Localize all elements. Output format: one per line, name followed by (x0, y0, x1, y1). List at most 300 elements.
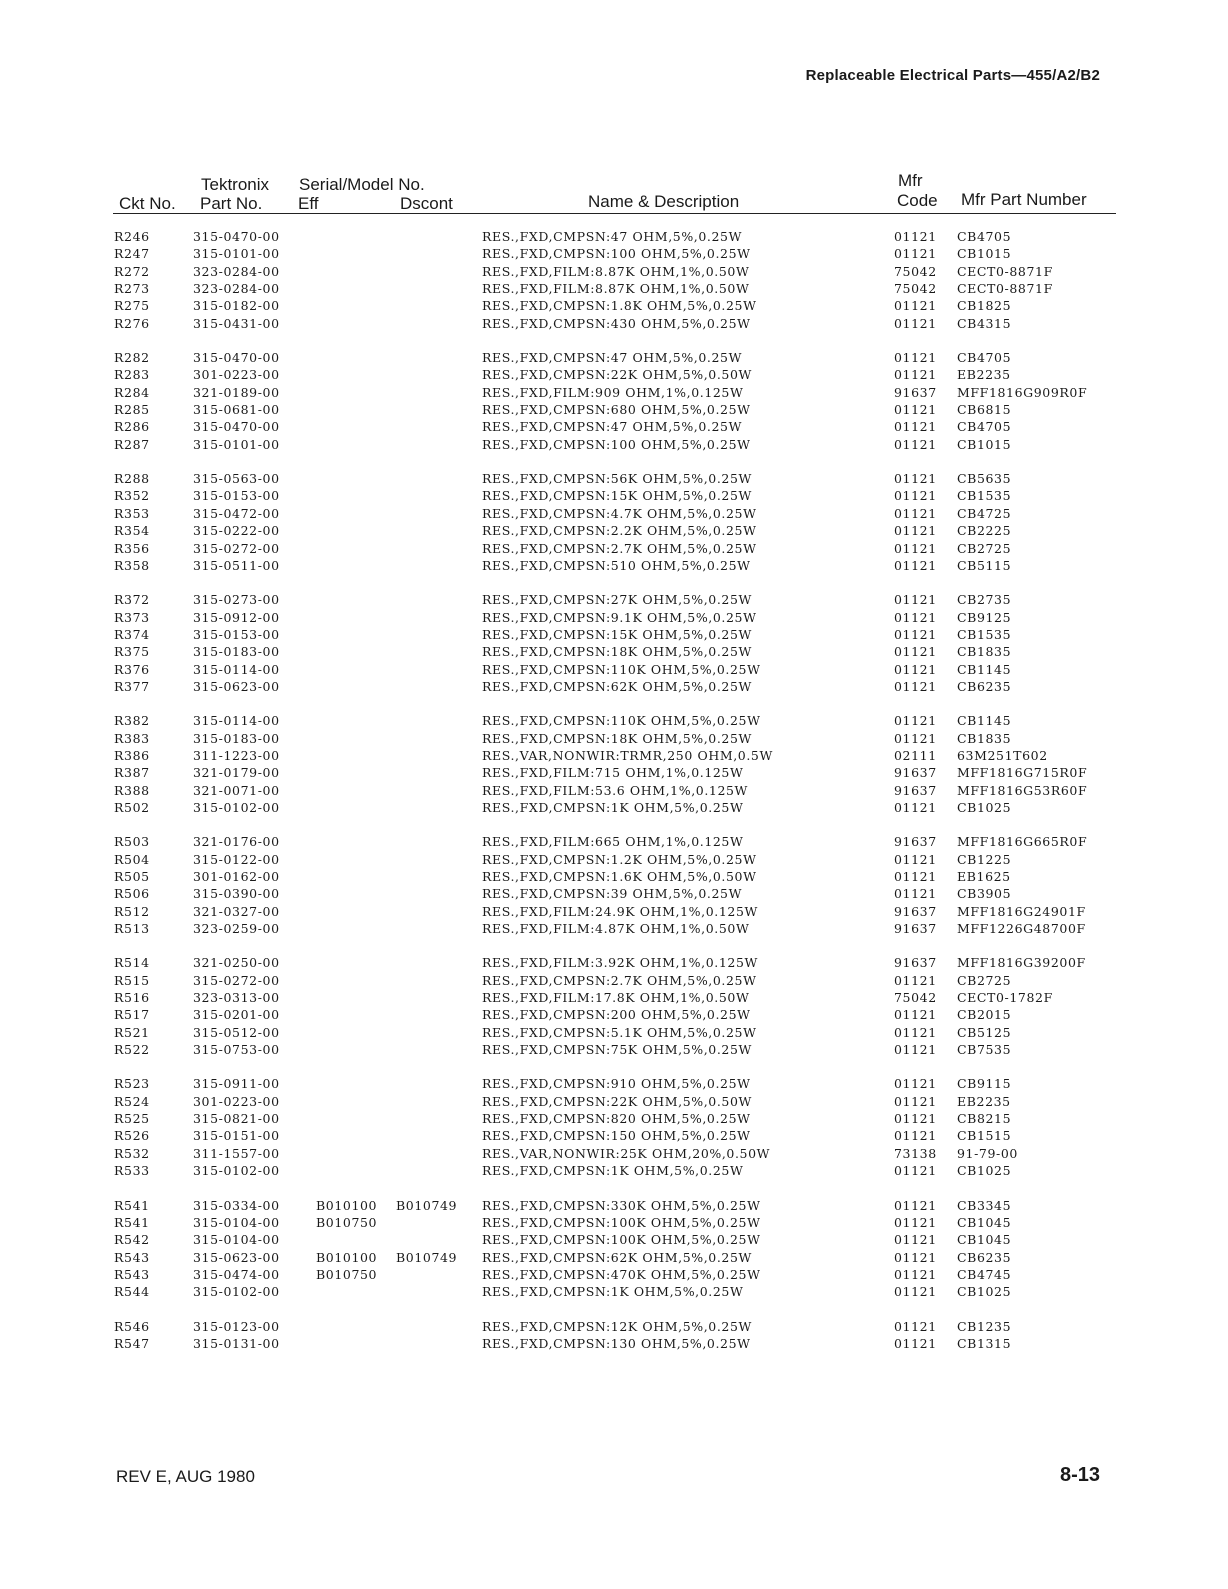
description: RES.,FXD,CMPSN:62K OHM,5%,0.25W (482, 1249, 752, 1265)
part-no: 315-0470-00 (193, 419, 280, 435)
mfr-code: 01121 (894, 1093, 937, 1109)
mfr-part-number: EB2235 (957, 1093, 1011, 1109)
ckt-no: R523 (114, 1076, 150, 1092)
table-row (0, 263, 1228, 280)
ckt-no: R541 (114, 1214, 150, 1230)
ckt-no: R515 (114, 972, 150, 988)
row-group (0, 228, 1228, 332)
description: RES.,FXD,CMPSN:39 OHM,5%,0.25W (482, 886, 743, 902)
mfr-code: 75042 (894, 281, 937, 297)
ckt-no: R525 (114, 1111, 150, 1127)
ckt-no: R377 (114, 678, 150, 694)
mfr-part-number: CB6235 (957, 678, 1012, 694)
ckt-no: R533 (114, 1163, 150, 1179)
description: RES.,FXD,CMPSN:56K OHM,5%,0.25W (482, 471, 752, 487)
ckt-no: R358 (114, 557, 150, 573)
table-row (0, 764, 1228, 781)
table-row (0, 885, 1228, 902)
row-group (0, 591, 1228, 695)
table-row (0, 868, 1228, 885)
description: RES.,FXD,CMPSN:910 OHM,5%,0.25W (482, 1076, 751, 1092)
ckt-no: R282 (114, 350, 150, 366)
description: RES.,FXD,CMPSN:47 OHM,5%,0.25W (482, 229, 743, 244)
mfr-part-number: EB2235 (957, 367, 1011, 383)
row-group (0, 833, 1228, 937)
part-no: 315-0102-00 (193, 799, 280, 815)
part-no: 315-0153-00 (193, 488, 280, 504)
table-row (0, 522, 1228, 539)
part-no: 323-0284-00 (193, 263, 280, 279)
part-no: 315-0334-00 (193, 1197, 280, 1213)
part-no: 315-0182-00 (193, 298, 280, 314)
table-row (0, 1266, 1228, 1283)
mfr-part-number: CECT0-8871F (957, 263, 1053, 279)
mfr-part-number: CB6815 (957, 402, 1012, 418)
table-row (0, 643, 1228, 660)
mfr-code: 01121 (894, 799, 937, 815)
part-no: 321-0176-00 (193, 834, 280, 850)
mfr-code: 01121 (894, 298, 937, 314)
ckt-no: R517 (114, 1007, 150, 1023)
part-no: 315-0272-00 (193, 972, 280, 988)
ckt-no: R286 (114, 419, 150, 435)
mfr-part-number: CB1045 (957, 1232, 1012, 1248)
mfr-part-number: CB5115 (957, 557, 1012, 573)
mfr-part-number: CECT0-8871F (957, 281, 1053, 297)
header-name-description: Name & Description (588, 192, 740, 211)
ckt-no: R288 (114, 471, 150, 487)
running-head: Replaceable Electrical Parts—455/A2/B2 (805, 67, 1100, 84)
ckt-no: R372 (114, 592, 150, 608)
description: RES.,FXD,CMPSN:9.1K OHM,5%,0.25W (482, 609, 757, 625)
table-row (0, 730, 1228, 747)
ckt-no: R353 (114, 505, 150, 521)
description: RES.,FXD,CMPSN:5.1K OHM,5%,0.25W (482, 1024, 757, 1040)
mfr-code: 91637 (894, 834, 937, 850)
table-row (0, 678, 1228, 695)
mfr-part-number: CB3345 (957, 1197, 1012, 1213)
mfr-code: 01121 (894, 730, 937, 746)
table-row (0, 1197, 1228, 1214)
mfr-code: 91637 (894, 384, 937, 400)
description: RES.,FXD,FILM:715 OHM,1%,0.125W (482, 765, 744, 781)
table-row (0, 1162, 1228, 1179)
part-no: 315-0151-00 (193, 1128, 280, 1144)
description: RES.,VAR,NONWIR:TRMR,250 OHM,0.5W (482, 747, 773, 763)
part-no: 315-0183-00 (193, 730, 280, 746)
row-group (0, 1318, 1228, 1353)
ckt-no: R247 (114, 246, 150, 262)
ckt-no: R376 (114, 661, 150, 677)
mfr-code: 01121 (894, 713, 937, 729)
mfr-code: 01121 (894, 488, 937, 504)
mfr-part-number: MFF1816G39200F (957, 955, 1086, 971)
mfr-part-number: CB1025 (957, 1163, 1012, 1179)
row-group (0, 349, 1228, 453)
table-row (0, 1041, 1228, 1058)
ckt-no: R388 (114, 782, 150, 798)
ckt-no: R544 (114, 1284, 150, 1300)
ckt-no: R276 (114, 315, 150, 331)
table-row (0, 954, 1228, 971)
mfr-part-number: MFF1816G24901F (957, 903, 1086, 919)
mfr-part-number: CB2225 (957, 523, 1012, 539)
table-row (0, 1127, 1228, 1144)
table-row (0, 903, 1228, 920)
mfr-part-number: MFF1816G53R60F (957, 782, 1088, 798)
mfr-part-number: CB2725 (957, 540, 1012, 556)
part-no: 315-0122-00 (193, 851, 280, 867)
description: RES.,FXD,CMPSN:430 OHM,5%,0.25W (482, 315, 751, 331)
ckt-no: R524 (114, 1093, 150, 1109)
part-no: 315-0131-00 (193, 1335, 280, 1351)
description: RES.,FXD,FILM:909 OHM,1%,0.125W (482, 384, 744, 400)
ckt-no: R375 (114, 644, 150, 660)
mfr-code: 01121 (894, 661, 937, 677)
part-no: 315-0681-00 (193, 402, 280, 418)
table-row (0, 661, 1228, 678)
part-no: 315-0101-00 (193, 436, 280, 452)
table-row (0, 280, 1228, 297)
table-row (0, 505, 1228, 522)
table-row (0, 1006, 1228, 1023)
part-no: 315-0153-00 (193, 626, 280, 642)
ckt-no: R356 (114, 540, 150, 556)
mfr-part-number: CB1835 (957, 644, 1012, 660)
part-no: 315-0101-00 (193, 246, 280, 262)
part-no: 323-0259-00 (193, 921, 280, 937)
table-row (0, 1093, 1228, 1110)
mfr-part-number: MFF1816G909R0F (957, 384, 1088, 400)
part-no: 315-0114-00 (193, 713, 280, 729)
mfr-code: 01121 (894, 869, 937, 884)
ckt-no: R383 (114, 730, 150, 746)
mfr-part-number: CB4745 (957, 1266, 1012, 1282)
row-group (0, 1075, 1228, 1179)
part-no: 321-0327-00 (193, 903, 280, 919)
description: RES.,FXD,CMPSN:1.8K OHM,5%,0.25W (482, 298, 757, 314)
table-row (0, 712, 1228, 729)
table-row (0, 591, 1228, 608)
table-row (0, 782, 1228, 799)
part-no: 315-0623-00 (193, 1249, 280, 1265)
mfr-part-number: CB4315 (957, 315, 1012, 331)
mfr-part-number: CB1835 (957, 730, 1012, 746)
part-no: 321-0189-00 (193, 384, 280, 400)
mfr-part-number: 63M251T602 (957, 747, 1048, 763)
description: RES.,FXD,FILM:53.6 OHM,1%,0.125W (482, 782, 749, 798)
mfr-part-number: CB3905 (957, 886, 1012, 902)
mfr-code: 01121 (894, 436, 937, 452)
description: RES.,FXD,FILM:24.9K OHM,1%,0.125W (482, 903, 758, 919)
part-no: 315-0102-00 (193, 1284, 280, 1300)
table-row (0, 1024, 1228, 1041)
table-row (0, 297, 1228, 314)
part-no: 315-0183-00 (193, 644, 280, 660)
part-no: 315-0753-00 (193, 1042, 280, 1058)
mfr-code: 01121 (894, 1128, 937, 1144)
mfr-code: 01121 (894, 1249, 937, 1265)
table-row (0, 1110, 1228, 1127)
mfr-part-number: CB1535 (957, 488, 1012, 504)
header-serial-model: Serial/Model No. (299, 175, 425, 194)
table-row (0, 245, 1228, 262)
description: RES.,FXD,CMPSN:110K OHM,5%,0.25W (482, 661, 761, 677)
mfr-part-number: EB1625 (957, 869, 1011, 884)
mfr-part-number: CB1825 (957, 298, 1012, 314)
ckt-no: R246 (114, 229, 150, 244)
ckt-no: R273 (114, 281, 150, 297)
ckt-no: R504 (114, 851, 150, 867)
header-mfr-part-number: Mfr Part Number (961, 190, 1087, 209)
part-no: 315-0470-00 (193, 229, 280, 244)
description: RES.,FXD,CMPSN:330K OHM,5%,0.25W (482, 1197, 761, 1213)
ckt-no: R543 (114, 1266, 150, 1282)
table-row (0, 972, 1228, 989)
row-group (0, 1197, 1228, 1301)
mfr-code: 91637 (894, 955, 937, 971)
header-rule (113, 213, 1116, 214)
part-no: 315-0114-00 (193, 661, 280, 677)
part-no: 315-0912-00 (193, 609, 280, 625)
ckt-no: R386 (114, 747, 150, 763)
description: RES.,FXD,CMPSN:150 OHM,5%,0.25W (482, 1128, 751, 1144)
mfr-part-number: CB1015 (957, 436, 1012, 452)
mfr-code: 01121 (894, 592, 937, 608)
ckt-no: R513 (114, 921, 150, 937)
mfr-part-number: CB2735 (957, 592, 1012, 608)
ckt-no: R272 (114, 263, 150, 279)
mfr-code: 91637 (894, 903, 937, 919)
description: RES.,FXD,CMPSN:4.7K OHM,5%,0.25W (482, 505, 757, 521)
mfr-part-number: CB6235 (957, 1249, 1012, 1265)
mfr-code: 01121 (894, 557, 937, 573)
mfr-part-number: CB5635 (957, 471, 1012, 487)
mfr-code: 01121 (894, 1284, 937, 1300)
table-row (0, 315, 1228, 332)
description: RES.,FXD,CMPSN:2.7K OHM,5%,0.25W (482, 972, 757, 988)
parts-table (0, 228, 1228, 1369)
mfr-code: 01121 (894, 402, 937, 418)
header-dscont: Dscont (400, 194, 453, 213)
table-row (0, 1075, 1228, 1092)
ckt-no: R512 (114, 903, 150, 919)
mfr-code: 91637 (894, 921, 937, 937)
table-row (0, 366, 1228, 383)
part-no: 315-0470-00 (193, 350, 280, 366)
description: RES.,FXD,CMPSN:680 OHM,5%,0.25W (482, 402, 751, 418)
ckt-no: R354 (114, 523, 150, 539)
mfr-code: 01121 (894, 1007, 937, 1023)
description: RES.,FXD,CMPSN:75K OHM,5%,0.25W (482, 1042, 752, 1058)
part-no: 315-0201-00 (193, 1007, 280, 1023)
ckt-no: R542 (114, 1232, 150, 1248)
description: RES.,FXD,CMPSN:820 OHM,5%,0.25W (482, 1111, 751, 1127)
mfr-part-number: CB1225 (957, 851, 1012, 867)
part-no: 323-0284-00 (193, 281, 280, 297)
mfr-part-number: CB1535 (957, 626, 1012, 642)
description: RES.,FXD,CMPSN:27K OHM,5%,0.25W (482, 592, 752, 608)
table-row (0, 1145, 1228, 1162)
serial-dscont: B010749 (396, 1249, 458, 1265)
ckt-no: R503 (114, 834, 150, 850)
mfr-code: 01121 (894, 1197, 937, 1213)
header-ckt-no: Ckt No. (119, 194, 176, 213)
table-row (0, 1335, 1228, 1352)
mfr-part-number: CB1025 (957, 1284, 1012, 1300)
mfr-code: 75042 (894, 990, 937, 1006)
part-no: 315-0273-00 (193, 592, 280, 608)
table-row (0, 228, 1228, 245)
mfr-code: 01121 (894, 1232, 937, 1248)
ckt-no: R547 (114, 1335, 150, 1351)
ckt-no: R275 (114, 298, 150, 314)
part-no: 315-0272-00 (193, 540, 280, 556)
mfr-part-number: MFF1816G665R0F (957, 834, 1088, 850)
mfr-part-number: CB9125 (957, 609, 1012, 625)
mfr-code: 01121 (894, 678, 937, 694)
mfr-code: 01121 (894, 315, 937, 331)
description: RES.,FXD,CMPSN:15K OHM,5%,0.25W (482, 626, 752, 642)
table-row (0, 557, 1228, 574)
description: RES.,FXD,FILM:3.92K OHM,1%,0.125W (482, 955, 758, 971)
ckt-no: R521 (114, 1024, 150, 1040)
description: RES.,FXD,CMPSN:22K OHM,5%,0.50W (482, 1093, 752, 1109)
part-no: 311-1557-00 (193, 1145, 280, 1161)
description: RES.,FXD,CMPSN:1K OHM,5%,0.25W (482, 1163, 744, 1179)
part-no: 321-0179-00 (193, 765, 280, 781)
ckt-no: R284 (114, 384, 150, 400)
table-row (0, 436, 1228, 453)
mfr-part-number: CECT0-1782F (957, 990, 1053, 1006)
mfr-part-number: MFF1816G715R0F (957, 765, 1088, 781)
table-row (0, 626, 1228, 643)
serial-eff: B010750 (316, 1214, 378, 1230)
mfr-code: 01121 (894, 246, 937, 262)
mfr-code: 01121 (894, 1042, 937, 1058)
mfr-code: 01121 (894, 1076, 937, 1092)
mfr-part-number: CB1015 (957, 246, 1012, 262)
ckt-no: R522 (114, 1042, 150, 1058)
header-mfr: Mfr (898, 171, 923, 190)
mfr-code: 01121 (894, 471, 937, 487)
part-no: 315-0623-00 (193, 678, 280, 694)
description: RES.,FXD,FILM:8.87K OHM,1%,0.50W (482, 281, 750, 297)
description: RES.,FXD,CMPSN:2.7K OHM,5%,0.25W (482, 540, 757, 556)
serial-eff: B010100 (316, 1249, 378, 1265)
part-no: 301-0223-00 (193, 367, 280, 383)
mfr-part-number: CB2725 (957, 972, 1012, 988)
part-no: 315-0102-00 (193, 1163, 280, 1179)
ckt-no: R514 (114, 955, 150, 971)
mfr-part-number: CB4705 (957, 350, 1012, 366)
mfr-part-number: CB9115 (957, 1076, 1012, 1092)
mfr-code: 75042 (894, 263, 937, 279)
ckt-no: R505 (114, 869, 150, 884)
description: RES.,FXD,CMPSN:200 OHM,5%,0.25W (482, 1007, 751, 1023)
description: RES.,FXD,CMPSN:15K OHM,5%,0.25W (482, 488, 752, 504)
part-no: 315-0511-00 (193, 557, 280, 573)
mfr-code: 01121 (894, 1318, 937, 1334)
description: RES.,FXD,FILM:4.87K OHM,1%,0.50W (482, 921, 750, 937)
mfr-code: 01121 (894, 851, 937, 867)
ckt-no: R283 (114, 367, 150, 383)
row-group (0, 954, 1228, 1058)
description: RES.,FXD,CMPSN:1.2K OHM,5%,0.25W (482, 851, 757, 867)
part-no: 321-0250-00 (193, 955, 280, 971)
mfr-code: 01121 (894, 523, 937, 539)
table-row (0, 1283, 1228, 1300)
mfr-part-number: 91-79-00 (957, 1145, 1018, 1161)
mfr-code: 01121 (894, 626, 937, 642)
table-row (0, 799, 1228, 816)
description: RES.,FXD,CMPSN:130 OHM,5%,0.25W (482, 1335, 751, 1351)
revision-date: REV E, AUG 1980 (116, 1467, 255, 1486)
table-row (0, 1214, 1228, 1231)
part-no: 315-0474-00 (193, 1266, 280, 1282)
part-no: 315-0104-00 (193, 1214, 280, 1230)
description: RES.,FXD,CMPSN:47 OHM,5%,0.25W (482, 419, 743, 435)
mfr-code: 01121 (894, 1163, 937, 1179)
ckt-no: R532 (114, 1145, 150, 1161)
ckt-no: R387 (114, 765, 150, 781)
serial-dscont: B010749 (396, 1197, 458, 1213)
mfr-code: 01121 (894, 609, 937, 625)
table-row (0, 989, 1228, 1006)
description: RES.,FXD,FILM:17.8K OHM,1%,0.50W (482, 990, 750, 1006)
mfr-part-number: CB8215 (957, 1111, 1012, 1127)
mfr-code: 01121 (894, 367, 937, 383)
serial-eff: B010750 (316, 1266, 378, 1282)
table-row (0, 470, 1228, 487)
mfr-part-number: CB4705 (957, 419, 1012, 435)
table-row (0, 384, 1228, 401)
header-eff: Eff (298, 194, 319, 213)
table-row (0, 1231, 1228, 1248)
mfr-part-number: CB5125 (957, 1024, 1012, 1040)
mfr-code: 01121 (894, 1024, 937, 1040)
mfr-part-number: CB4705 (957, 229, 1012, 244)
part-no: 315-0911-00 (193, 1076, 280, 1092)
part-no: 301-0223-00 (193, 1093, 280, 1109)
description: RES.,FXD,CMPSN:1.6K OHM,5%,0.50W (482, 869, 757, 884)
header-tektronix: Tektronix (201, 175, 270, 194)
table-row (0, 401, 1228, 418)
description: RES.,FXD,CMPSN:12K OHM,5%,0.25W (482, 1318, 752, 1334)
mfr-code: 91637 (894, 782, 937, 798)
mfr-part-number: CB1045 (957, 1214, 1012, 1230)
part-no: 315-0821-00 (193, 1111, 280, 1127)
ckt-no: R285 (114, 402, 150, 418)
ckt-no: R526 (114, 1128, 150, 1144)
description: RES.,VAR,NONWIR:25K OHM,20%,0.50W (482, 1145, 771, 1161)
part-no: 315-0472-00 (193, 505, 280, 521)
mfr-code: 91637 (894, 765, 937, 781)
table-row (0, 609, 1228, 626)
description: RES.,FXD,CMPSN:100 OHM,5%,0.25W (482, 246, 751, 262)
table-row (0, 747, 1228, 764)
mfr-code: 01121 (894, 1111, 937, 1127)
ckt-no: R374 (114, 626, 150, 642)
row-group (0, 712, 1228, 816)
header-part-no: Part No. (200, 194, 263, 213)
part-no: 323-0313-00 (193, 990, 280, 1006)
table-row (0, 487, 1228, 504)
mfr-part-number: CB1025 (957, 799, 1012, 815)
row-group (0, 470, 1228, 574)
description: RES.,FXD,CMPSN:1K OHM,5%,0.25W (482, 1284, 744, 1300)
mfr-code: 01121 (894, 886, 937, 902)
